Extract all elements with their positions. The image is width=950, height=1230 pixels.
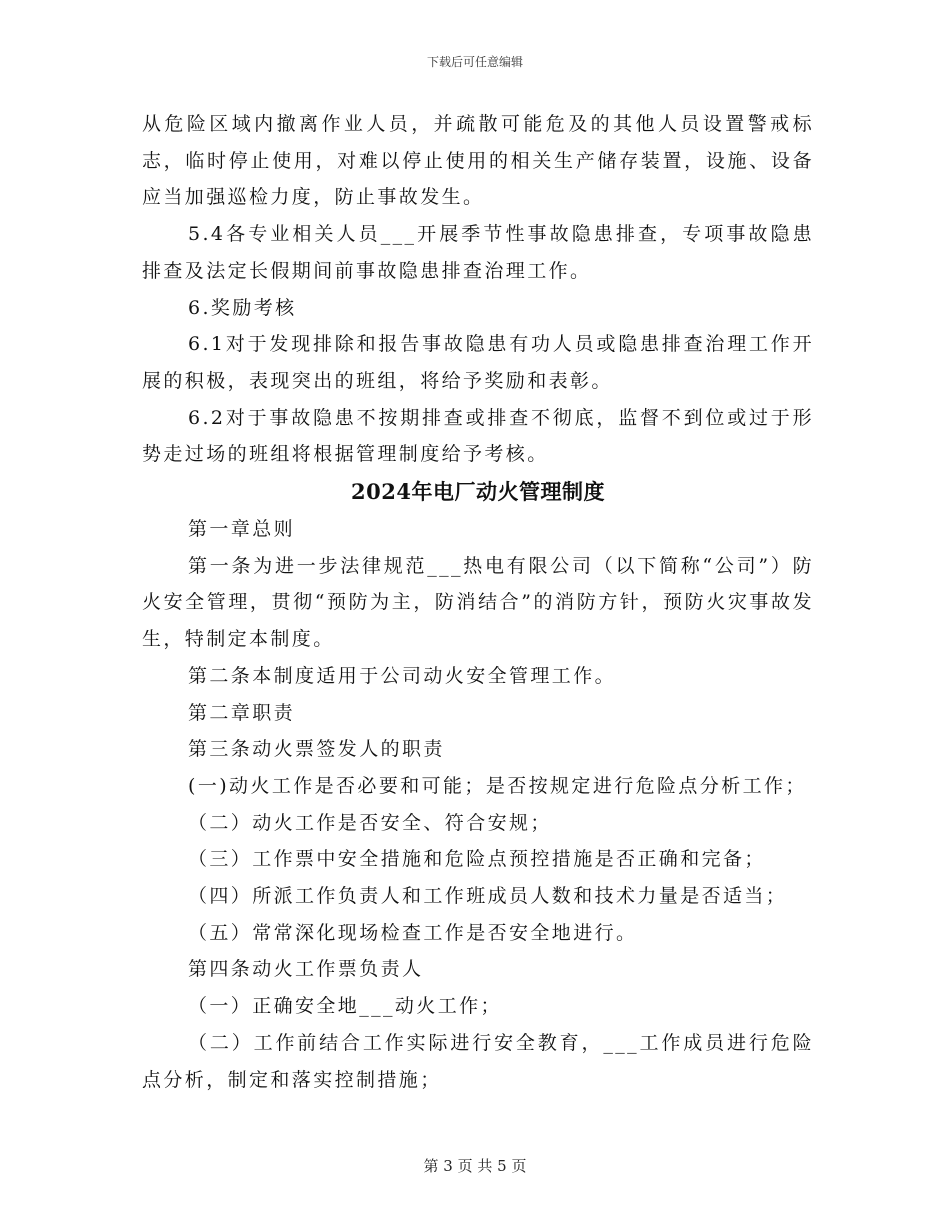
article-1: 第一条为进一步法律规范___热电有限公司（以下简称“公司”）防火安全管理，贯彻“预防为主，防消结合”的消防方针，预防火灾事故发生，特制定本制度。 — [142, 554, 814, 651]
document-body — [142, 106, 814, 1098]
article-3-item-4: （四）所派工作负责人和工作班成员人数和技术力量是否适当； — [188, 885, 788, 908]
paragraph-6-1: 6.1对于发现排除和报告事故隐患有功人员或隐患排查治理工作开展的积极，表现突出的班组，将给予奖励和表彰。 — [142, 333, 814, 392]
article-3-item-3: （三）工作票中安全措施和危险点预控措施是否正确和完备； — [188, 848, 766, 871]
article-3-item-2: （二）动火工作是否安全、符合安规； — [188, 811, 552, 834]
page-header-note: 下载后可任意编辑 — [426, 55, 523, 69]
article-3-item-1: (一)动火工作是否必要和可能；是否按规定进行危险点分析工作； — [188, 774, 807, 797]
article-3-item-5: （五）常常深化现场检查工作是否安全地进行。 — [188, 921, 638, 944]
article-4-item-2: （二）工作前结合工作实际进行安全教育，___工作成员进行危险点分析，制定和落实控制措施； — [142, 1031, 814, 1091]
page-number-footer: 第 3 页 共 5 页 — [423, 1157, 527, 1175]
chapter-1-heading: 第一章总则 — [188, 518, 296, 541]
article-4-item-1: （一）正确安全地___动火工作； — [188, 995, 502, 1018]
heading-6-reward-assessment: 6.奖励考核 — [188, 296, 297, 319]
document-title: 2024年电厂动火管理制度 — [351, 479, 605, 505]
paragraph-evacuation: 从危险区域内撤离作业人员，并疏散可能危及的其他人员设置警戒标志，临时停止使用，对难以停止使用的相关生产储存装置，设施、设备应当加强巡检力度，防止事故发生。 — [142, 113, 814, 209]
article-2: 第二条本制度适用于公司动火安全管理工作。 — [188, 664, 617, 687]
paragraph-6-2: 6.2对于事故隐患不按期排查或排查不彻底，监督不到位或过于形势走过场的班组将根据管理制度给予考核。 — [142, 406, 814, 466]
article-3-heading: 第三条动火票签发人的职责 — [188, 738, 445, 761]
chapter-2-heading: 第二章职责 — [188, 701, 296, 724]
paragraph-5-4: 5.4各专业相关人员___开展季节性事故隐患排查，专项事故隐患排查及法定长假期间前事故隐患排查治理工作。 — [142, 223, 814, 282]
article-4-heading: 第四条动火工作票负责人 — [188, 958, 424, 981]
